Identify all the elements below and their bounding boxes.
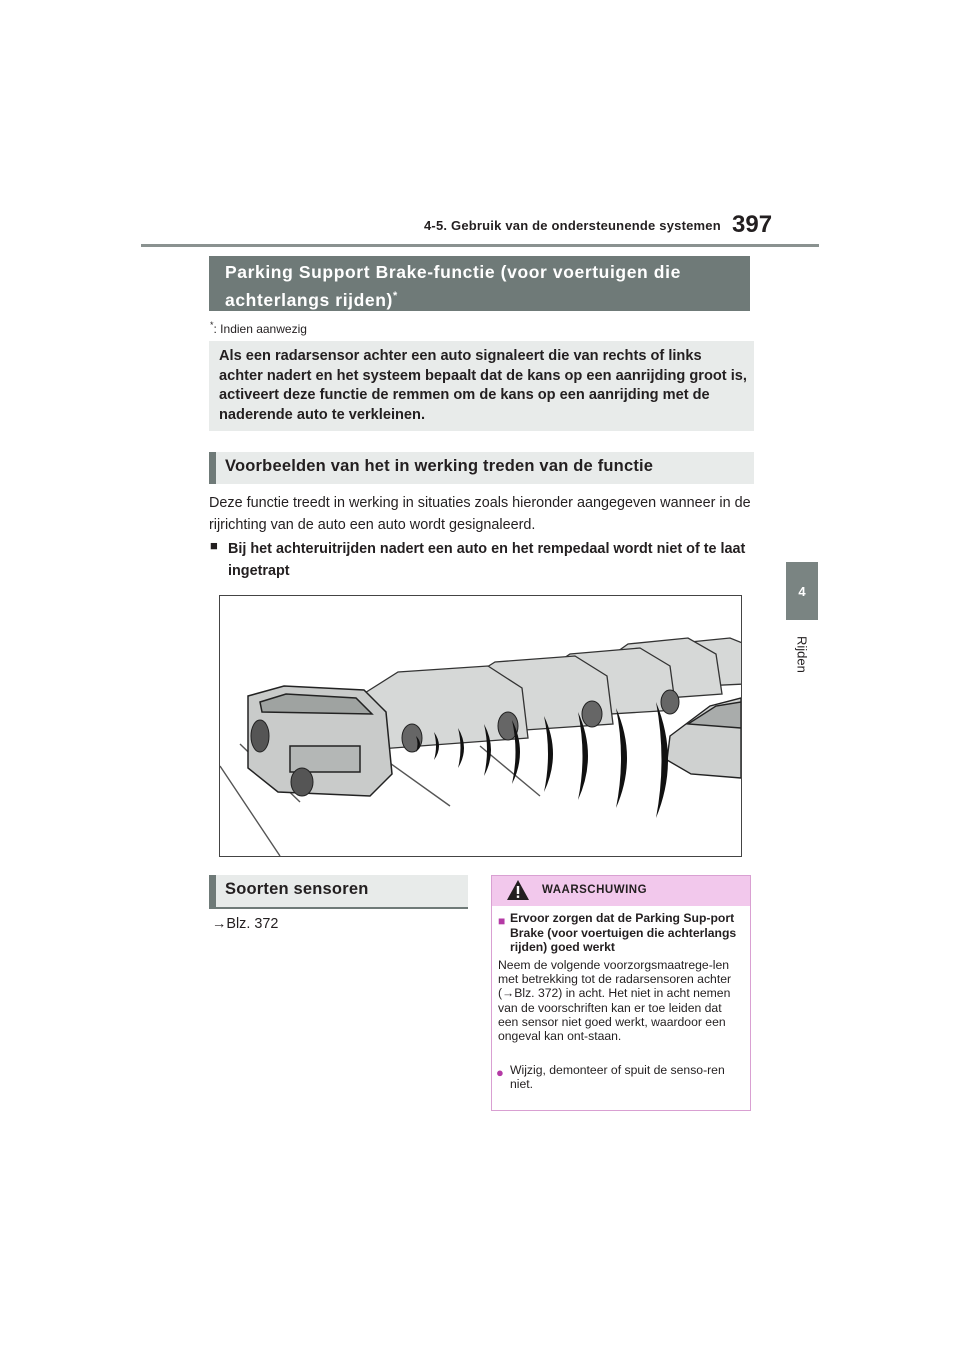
sensors-heading-text: Soorten sensoren (225, 880, 369, 898)
parking-illustration-svg (220, 596, 741, 856)
examples-bullet-text: Bij het achteruitrijden nadert een auto en het rempedaal wordt niet of te laat ingetrapt (228, 541, 746, 579)
chapter-tab: 4 (786, 562, 818, 620)
header-rule (141, 244, 819, 247)
page-reference: →Blz. 372 (212, 916, 279, 932)
intro-text: Als een radarsensor achter een auto signaleert die van rechts of links achter nadert en het systeem bepaalt dat de kans op een aanrijding groot is, activeert deze functie de remmen om de kans op een aanrijding met de naderende auto te verkleinen. (219, 348, 747, 423)
sensors-heading (209, 875, 468, 909)
intro-box (209, 341, 754, 431)
page-title-text: Parking Support Brake-functie (voor voertuigen die achterlangs rijden) (225, 262, 681, 310)
chapter-label: Rijden (794, 635, 810, 673)
title-footnote-marker: * (392, 290, 398, 302)
footnote-text: : Indien aanwezig (213, 322, 307, 336)
examples-body: Deze functie treedt in werking in situaties zoals hieronder aangegeven wanneer in de rijrichting van de auto een auto wordt gesignaleerd. (209, 495, 751, 533)
footnote-marker: * (210, 320, 214, 330)
square-bullet-icon: ■ (210, 538, 218, 553)
title-bar (209, 256, 750, 311)
warning-title: WAARSCHUWING (542, 884, 648, 896)
round-bullet-icon: ● (496, 1065, 504, 1080)
section-title: 4-5. Gebruik van de ondersteunende systemen (424, 218, 721, 233)
heading-accent (209, 452, 216, 484)
examples-heading-text: Voorbeelden van het in werking treden van de functie (225, 457, 654, 475)
heading-accent (209, 875, 216, 907)
warning-triangle-icon (506, 879, 530, 901)
examples-heading (209, 452, 754, 484)
warning-bullet-heading: Ervoor zorgen dat de Parking Sup-port Brake (voor voertuigen die achterlangs rijden) goed werkt (510, 911, 737, 954)
parking-illustration (219, 595, 742, 857)
warning-box (491, 875, 751, 1111)
page-title (225, 260, 740, 312)
warning-bullet-item: Wijzig, demonteer of spuit de senso-ren niet. (510, 1063, 725, 1092)
square-bullet-icon: ■ (498, 914, 506, 928)
footnote (210, 320, 307, 336)
warning-paragraph: Neem de volgende voorzorgsmaatrege-len met betrekking tot de radarsensoren achter (→Blz. 372) in acht. Het niet in acht nemen van de voorschriften kan er toe leiden dat een sensor niet goed werkt, waardoor een ongeval kan ont-staan. (498, 958, 732, 1044)
warning-header (492, 876, 750, 906)
page-number: 397 (732, 211, 773, 238)
